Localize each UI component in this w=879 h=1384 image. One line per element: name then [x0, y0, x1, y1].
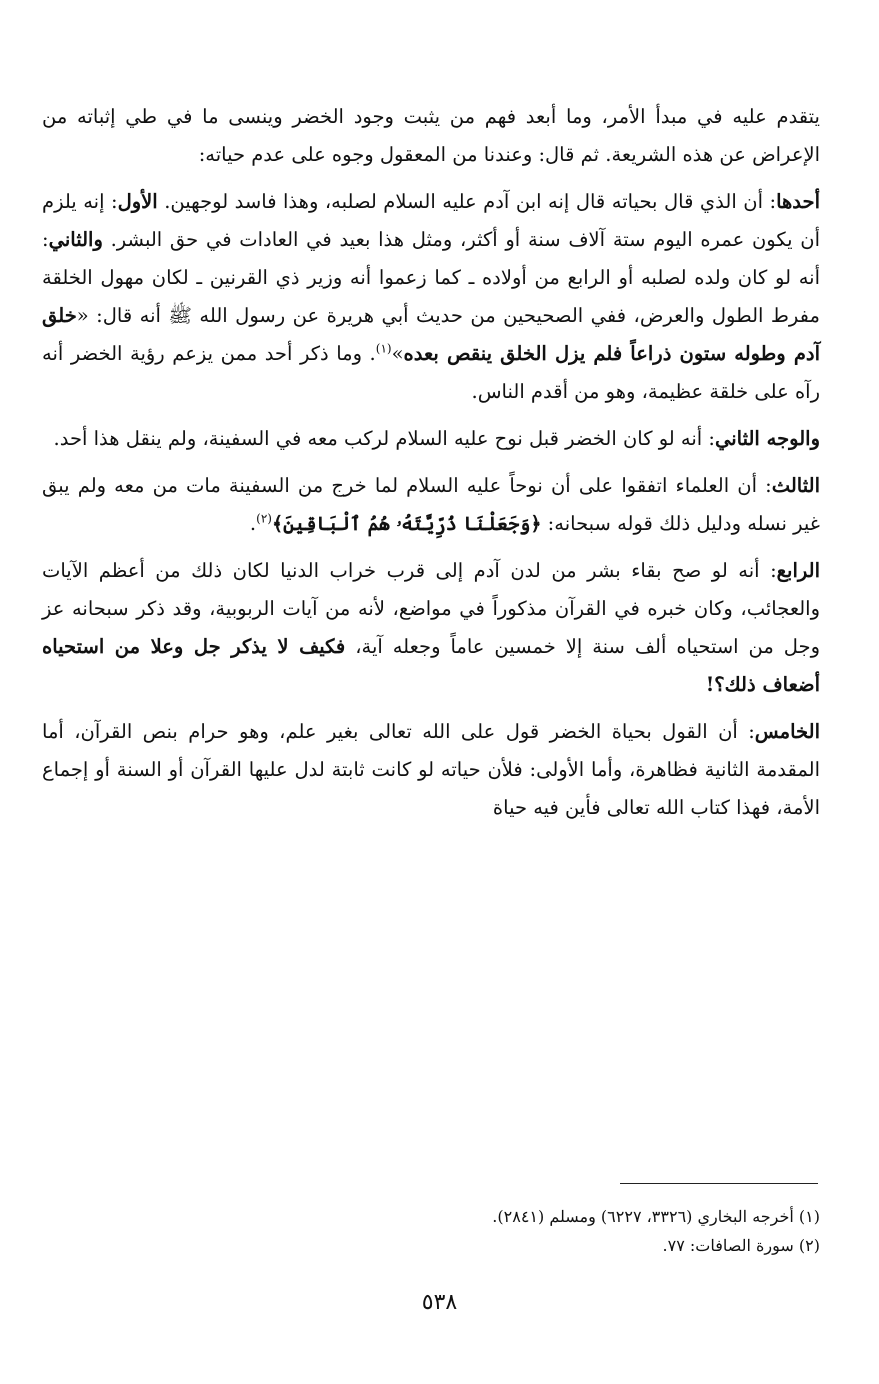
paragraph-text: .	[249, 512, 257, 535]
paragraph-text: : أنه لو صح بقاء بشر من لدن آدم إلى قرب خراب الدنيا لكان ذلك من أعظم الآيات والعجائب، وكان خبره في القرآن مذكوراً في مواضع، لأنه من آيات الربوبية، وقد ذكر سبحانه عز وجل من استحياه ألف سنة إلا خمسين عاماً وجعله آية،	[42, 559, 821, 658]
paragraph-lead: والوجه الثاني	[714, 427, 820, 450]
emphasis-second: والثاني	[48, 228, 103, 251]
paragraph-lead: أحدها	[776, 190, 820, 213]
rhetorical-question: فكيف لا يذكر جل وعلا من استحياه أضعاف ذلك؟!	[42, 635, 820, 696]
hadith-quote: خلق آدم وطوله ستون ذراعاً فلم يزل الخلق ينقص بعده	[42, 304, 820, 365]
page-number: ٥٣٨	[421, 1290, 458, 1315]
paragraph-lead: الثالث	[771, 474, 820, 497]
paragraph-text: : إنه يلزم أن يكون عمره اليوم ستة آلاف سنة أو أكثر، ومثل هذا بعيد في العادات في حق البشر.	[42, 190, 820, 251]
paragraph-text: : أنه لو كان ولده لصلبه أو الرابع من أولاده ـ كما زعموا أنه وزير ذي القرنين ـ لكان مهول الخلقة مفرط الطول والعرض، ففي الصحيحين من حديث أبي هريرة عن رسول الله ﷺ أنه قال: «	[42, 228, 820, 327]
paragraph-first-reason	[42, 183, 820, 411]
footnote-divider	[620, 1183, 818, 1184]
paragraph-text: يتقدم عليه في مبدأ الأمر، وما أبعد فهم من يثبت وجود الخضر وينسى ما في طي إثباته من الإعراض عن هذه الشريعة. ثم قال: وعندنا من المعقول وجوه على عدم حياته:	[42, 105, 820, 166]
quran-verse: ﴿وَجَعَلْنَا ذُرِّيَّتَهُۥ هُمُ ٱلْبَاقِينَ﴾	[271, 513, 542, 535]
paragraph-text: : أن العلماء اتفقوا على أن نوحاً عليه السلام لما خرج من السفينة مات من معه ولم يبق غير نسله ودليل ذلك قوله سبحانه:	[42, 474, 820, 535]
paragraph-third-reason	[42, 467, 820, 543]
paragraph-intro	[42, 98, 820, 174]
paragraph-lead: الخامس	[754, 720, 820, 743]
paragraph-second-reason	[42, 420, 820, 458]
paragraph-text: : أن الذي قال بحياته قال إنه ابن آدم عليه السلام لصلبه، وهذا فاسد لوجهين.	[157, 190, 777, 213]
paragraph-text: . وما ذكر أحد ممن يزعم رؤية الخضر أنه رآه على خلقة عظيمة، وهو من أقدم الناس.	[42, 342, 820, 403]
footnote-reference-2: (٢)	[256, 511, 272, 526]
paragraph-text: : أن القول بحياة الخضر قول على الله تعالى بغير علم، وهو حرام بنص القرآن، أما المقدمة الثانية فظاهرة، وأما الأولى: فلأن حياته لو كانت ثابتة لدل عليها القرآن أو السنة أو إجماع الأمة، فهذا كتاب الله تعالى فأين فيه حياة	[42, 720, 820, 819]
page-body	[42, 98, 820, 836]
footnote-2: (٢) سورة الصافات: ٧٧.	[662, 1236, 820, 1255]
footnote-reference-1: (١)	[375, 341, 392, 356]
emphasis-first: الأول	[117, 190, 158, 213]
footnotes	[42, 1202, 820, 1260]
paragraph-text: : أنه لو كان الخضر قبل نوح عليه السلام لركب معه في السفينة، ولم ينقل هذا أحد.	[53, 427, 715, 450]
paragraph-text: »	[391, 342, 404, 365]
paragraph-lead: الرابع	[776, 559, 820, 582]
footnote-1: (١) أخرجه البخاري (٣٣٢٦، ٦٢٢٧) ومسلم (٢٨٤١).	[492, 1207, 820, 1226]
paragraph-fifth-reason	[42, 713, 820, 827]
paragraph-fourth-reason	[42, 552, 820, 704]
